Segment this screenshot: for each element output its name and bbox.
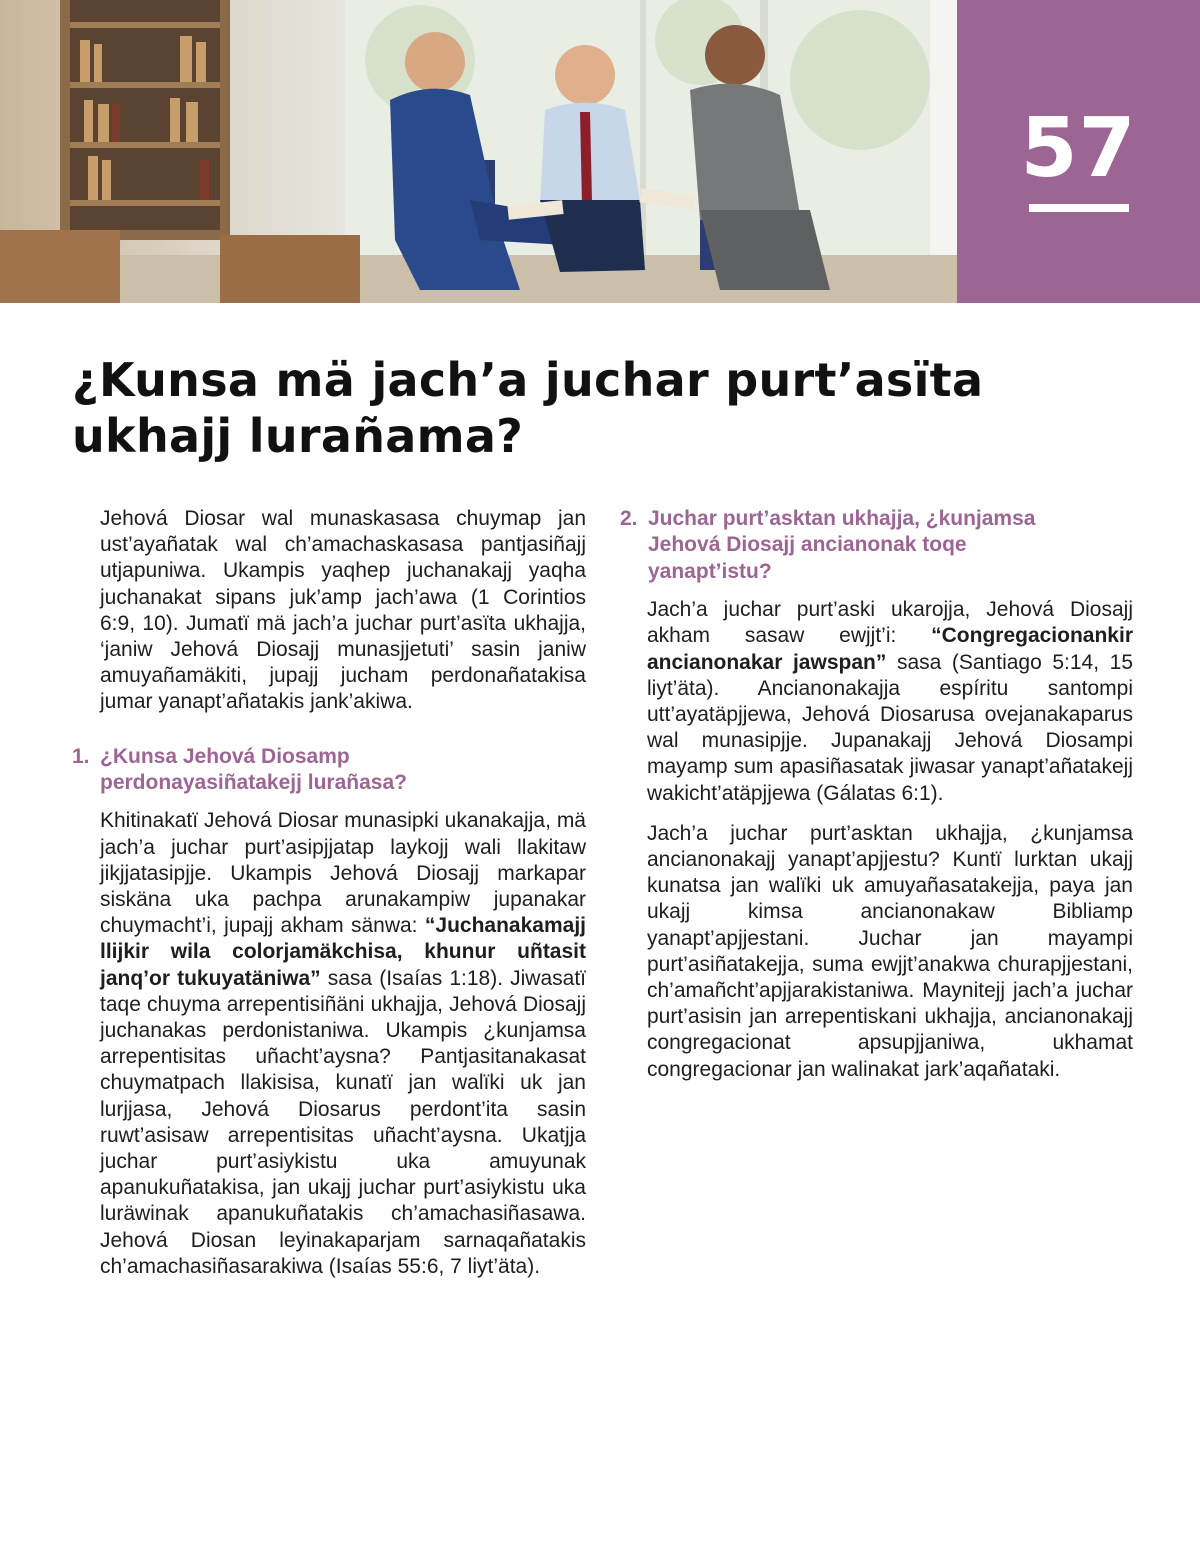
section-1-number: 1. [72,744,90,768]
lesson-number: 57 [1020,101,1137,196]
section-2-scripture-quote: “Congregacionankir ancianonakar jawspan” [647,624,1133,674]
section-2-heading [620,506,1133,585]
section-2-question-line-3: yanapt’istu? [648,559,772,583]
section-2-text-before-quote: Jach’a juchar purt’aski ukarojja, Jehová Diosajj akham sasaw ewjjt’i: [647,598,1133,648]
section-2-question-line-1: Juchar purt’asktan ukhajja, ¿kunjamsa [648,507,1036,530]
section-2-question [648,506,1133,585]
page-title-line-1: ¿Kunsa mä jach’a juchar purt’asïta [72,353,984,407]
section-1-paragraph [100,808,586,1280]
section-1-question [100,744,586,797]
header-photo [0,0,957,303]
page-title [72,352,1122,464]
section-1-question-line-2: perdonayasiñatakejj lurañasa? [100,771,407,795]
section-1-question-line-1: ¿Kunsa Jehová Diosamp [100,744,350,768]
right-column [620,506,1133,1097]
section-1-scripture-quote: “Juchanakamajj llijkir wila colorjamäkchisa, khunur uñtasit janq’or tukuyatäniwa” [100,914,586,990]
page-title-line-2: ukhajj lurañama? [72,409,524,463]
intro-paragraph: Jehová Diosar wal munaskasasa chuymap jan ust’ayañatak wal ch’amachaskasasa pantjasiñajj utjapuniwa. Ukampis yaqhep juchanakajj yaqha juchanakat sipans juk’amp jach’awa (1 Corintios 6:9, 10). Jumatï mä jach’a juchar purt’asïta ukhajja, ‘janiw Jehová Diosajj munasjjetuti’ sasin janiw amuyañamäkiti, jupajj jucham perdonañatakisa jumar yanapt’añatakis jank’akiwa. [100,507,586,714]
section-1-text-after-quote: sasa (Isaías 1:18). Jiwasatï taqe chuyma arrepentisiñäni ukhajja, Jehová Diosajj juchanakas perdonistaniwa. Ukampis ¿kunjamsa arrepentisitas uñacht’aysna? Pantjasitanakasat chuymatpach llakisisa, kunatï jan walïki uk jan lurjjasa, Jehová Diosarus perdont’ita sasin ruwt’asisaw arrepentisitas uñacht’aysna. Ukatjja juchar purt’asiykistu uka amuyunak apanukuñatakisa, jan ukajj juchar purt’asiykistu uka luräwinak apanukuñatakis ch’amachasiñasawa. Jehová Diosan leyinakaparjam sarnaqañatakis ch’amachasiñasarakiwa (Isaías 55:6, 7 liyt’äta). [100,966,586,1278]
meeting-photo-illustration [0,0,957,303]
section-2-paragraph-1 [647,597,1133,807]
lesson-number-underline [1029,204,1129,212]
lesson-number-badge [957,0,1200,303]
section-1-heading [72,744,586,797]
section-2-question-line-2: Jehová Diosajj ancianonak toqe [648,533,967,557]
section-2-number: 2. [620,507,638,530]
left-column [72,506,586,1294]
section-2-text-after-quote: sasa (Santiago 5:14, 15 liyt’äta). Ancianonakajja espíritu santompi utt’ayatäpjjewa, Jehová Diosarusa ovejanakaparus wal munasipjje. Jupanakajj Jehová Diosampi mayamp sum apasiñasatak jiwasar yanapt’añatakejj wakicht’atäpjjewa (Gálatas 6:1). [647,650,1134,805]
section-1-text-before-quote: Khitinakatï Jehová Diosar munasipki ukanakajja, mä jach’a juchar purt’asipjjatap laykojj wali llakitaw jikjjatasipjje. Ukampis Jehová Diosajj markapar siskäna uka pachpa arunakampiw jupanakar chuymacht’i, jupajj akham sänwa: [100,809,586,938]
section-2-paragraph-2: Jach’a juchar purt’asktan ukhajja, ¿kunjamsa ancianonakajj yanapt’apjjestu? Kuntï lurktan ukajj kunatsa jan walïki uk amuyañasatakejja, paya jan ukajj kimsa ancianonakaw Bibliamp yanapt’apjjestani. Juchar jan mayampi purt’asiñatakejja, suma ewjjt’anakwa churapjjestani, ch’amañcht’apjjarakistaniwa. Maynitejj jach’a juchar purt’asisin jan arrepentiskani ukhajja, ancianonakajj congregacionat apsupjjaniwa, ukhamat congregacionar jan walinakat jark’aqañataki. [647,821,1133,1081]
